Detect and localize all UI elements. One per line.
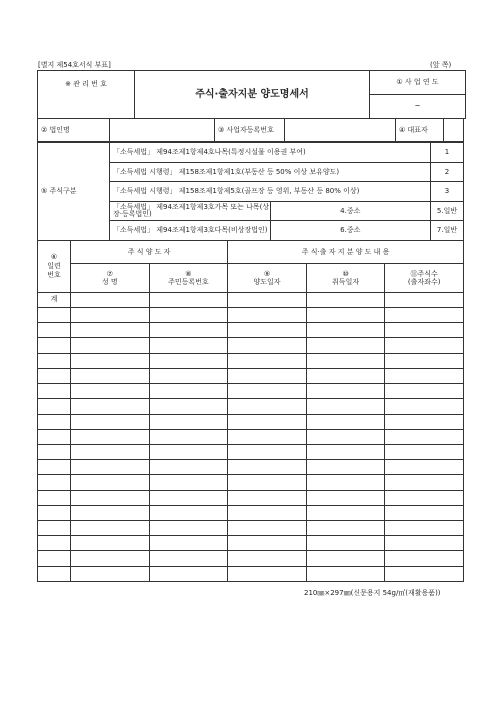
table-cell[interactable] [149,399,228,414]
table-row [38,490,464,505]
table-cell[interactable] [38,551,71,566]
biz-reg-field[interactable] [285,119,396,142]
table-cell[interactable] [149,490,228,505]
total-cell[interactable] [306,292,385,307]
table-cell[interactable] [228,429,307,444]
table-cell[interactable] [38,384,71,399]
table-cell[interactable] [149,505,228,520]
table-cell[interactable] [71,429,150,444]
stock-class-block [37,142,464,241]
table-row [38,429,464,444]
business-year-separator: ~ [414,102,421,110]
corporation-info-row [37,118,464,142]
stock-class-code-3[interactable]: 3 [431,182,464,202]
title-block [37,70,466,119]
table-cell[interactable] [38,429,71,444]
business-year-label: ① 사 업 연 도 [370,71,466,95]
table-cell[interactable] [71,566,150,581]
table-cell[interactable] [71,490,150,505]
stock-class-row-5: 「소득세법」 제94조제1항제3호다목(비상장법인) [110,221,271,241]
table-row [38,307,464,322]
table-cell[interactable] [38,460,71,475]
table-cell[interactable] [149,384,228,399]
table-cell[interactable] [306,536,385,551]
table-cell[interactable] [385,414,464,429]
serial-number-header: ⑥ 일련 번호 [38,241,71,293]
table-cell[interactable] [149,566,228,581]
table-cell[interactable] [38,399,71,414]
table-row [38,338,464,353]
paper-spec: 210㎜×297㎜(신문용지 54g/㎡(재활용품)) [304,589,441,597]
table-cell[interactable] [71,521,150,536]
name-column-header: ⑦ 성 명 [71,264,150,292]
table-cell[interactable] [385,384,464,399]
table-cell[interactable] [71,368,150,383]
table-cell[interactable] [71,536,150,551]
table-cell[interactable] [38,521,71,536]
table-cell[interactable] [306,338,385,353]
stock-class-code-6[interactable]: 6.중소 [270,221,431,241]
table-cell[interactable] [228,521,307,536]
table-row [38,399,464,414]
table-cell[interactable] [385,368,464,383]
corp-name-field[interactable] [110,119,215,142]
stock-class-label: ⑤ 주식구분 [38,143,110,241]
table-cell[interactable] [228,444,307,459]
table-cell[interactable] [71,414,150,429]
table-cell[interactable] [228,475,307,490]
table-cell[interactable] [38,475,71,490]
table-row [38,414,464,429]
table-cell[interactable] [149,414,228,429]
table-cell[interactable] [71,399,150,414]
table-cell[interactable] [228,551,307,566]
table-cell[interactable] [38,490,71,505]
table-cell[interactable] [385,475,464,490]
table-row [38,460,464,475]
table-cell[interactable] [385,521,464,536]
table-cell[interactable] [38,444,71,459]
business-year-field[interactable] [370,95,466,119]
table-row [38,521,464,536]
table-cell[interactable] [385,399,464,414]
table-cell[interactable] [71,460,150,475]
representative-label: ④ 대표자 [396,119,444,142]
table-cell[interactable] [306,368,385,383]
table-cell[interactable] [228,307,307,322]
table-row [38,505,464,520]
table-cell[interactable] [306,384,385,399]
stock-class-row-4: 「소득세법」 제94조제1항제3호가목 또는 나목(상장·등록법인) [110,202,271,221]
table-cell[interactable] [149,551,228,566]
table-cell[interactable] [306,399,385,414]
table-cell[interactable] [71,307,150,322]
table-row [38,323,464,338]
table-cell[interactable] [306,353,385,368]
table-cell[interactable] [385,566,464,581]
stock-class-code-5[interactable]: 5.일반 [431,202,464,221]
table-cell[interactable] [228,399,307,414]
table-cell[interactable] [149,536,228,551]
table-cell[interactable] [228,323,307,338]
table-cell[interactable] [228,368,307,383]
management-number-label: ※ 관 리 번 호 [65,80,107,88]
stock-class-row-3: 「소득세법 시행령」 제158조제1항제5호(골프장 등 영위, 부동산 등 80% 이상) [110,182,431,202]
table-cell[interactable] [38,353,71,368]
table-cell[interactable] [306,323,385,338]
table-cell[interactable] [149,521,228,536]
table-cell[interactable] [228,384,307,399]
table-cell[interactable] [228,505,307,520]
biz-reg-label: ③ 사업자등록번호 [215,119,285,142]
table-cell[interactable] [71,475,150,490]
table-cell[interactable] [306,475,385,490]
table-cell[interactable] [71,551,150,566]
table-cell[interactable] [228,566,307,581]
table-cell[interactable] [149,475,228,490]
table-cell[interactable] [306,551,385,566]
table-row [38,368,464,383]
table-cell[interactable] [228,338,307,353]
table-cell[interactable] [38,323,71,338]
table-cell[interactable] [38,414,71,429]
table-cell[interactable] [385,353,464,368]
corp-name-label: ② 법인명 [38,119,110,142]
table-cell[interactable] [149,338,228,353]
table-cell[interactable] [306,566,385,581]
table-cell[interactable] [228,536,307,551]
table-cell[interactable] [306,505,385,520]
transfer-date-column-header: ⑨ 양도일자 [228,264,307,292]
table-cell[interactable] [149,353,228,368]
acquisition-date-column-header: ⑩ 취득일자 [306,264,385,292]
table-cell[interactable] [149,460,228,475]
shares-column-header: ⑪주식수 (출자좌수) [385,264,464,292]
table-cell[interactable] [71,353,150,368]
table-row [38,444,464,459]
table-cell[interactable] [385,490,464,505]
table-row [38,536,464,551]
table-cell[interactable] [306,307,385,322]
table-cell[interactable] [306,414,385,429]
total-cell[interactable] [385,292,464,307]
transfer-info-header: 주 식·출 자 지 분 양 도 내 용 [228,241,464,264]
total-cell[interactable] [149,292,228,307]
table-cell[interactable] [306,460,385,475]
table-cell[interactable] [149,429,228,444]
total-label: 계 [38,292,71,307]
table-cell[interactable] [228,414,307,429]
page-side-label: (앞 쪽) [430,61,452,69]
table-cell[interactable] [38,368,71,383]
table-cell[interactable] [306,490,385,505]
form-reference: [별지 제54호서식 부표] [38,61,111,69]
table-row [38,551,464,566]
table-cell[interactable] [385,338,464,353]
table-cell[interactable] [149,368,228,383]
table-cell[interactable] [38,307,71,322]
table-cell[interactable] [38,566,71,581]
table-cell[interactable] [385,460,464,475]
table-cell[interactable] [38,536,71,551]
stock-class-code-4[interactable]: 4.중소 [270,202,431,221]
table-cell[interactable] [385,444,464,459]
transfer-detail-table [37,240,464,582]
table-cell[interactable] [385,551,464,566]
table-cell[interactable] [71,505,150,520]
table-row [38,384,464,399]
table-row [38,353,464,368]
table-row [38,475,464,490]
table-cell[interactable] [306,429,385,444]
table-cell[interactable] [71,323,150,338]
form-title: 주식·출자지분 양도명세서 [135,71,370,119]
table-cell[interactable] [228,353,307,368]
table-cell[interactable] [228,460,307,475]
stock-class-code-2[interactable]: 2 [431,163,464,182]
table-cell[interactable] [149,307,228,322]
table-cell[interactable] [149,323,228,338]
total-cell[interactable] [228,292,307,307]
rrn-column-header: ⑧ 주민등록번호 [149,264,228,292]
table-cell[interactable] [228,490,307,505]
table-cell[interactable] [71,444,150,459]
table-cell[interactable] [38,505,71,520]
table-cell[interactable] [38,338,71,353]
table-cell[interactable] [385,536,464,551]
table-row [38,566,464,581]
table-cell[interactable] [71,338,150,353]
table-cell[interactable] [385,429,464,444]
table-cell[interactable] [385,307,464,322]
stock-class-code-1[interactable]: 1 [431,143,464,163]
stock-class-code-7[interactable]: 7.일반 [431,221,464,241]
total-cell[interactable] [71,292,150,307]
table-cell[interactable] [385,323,464,338]
transferor-header: 주 식 양 도 자 [71,241,228,264]
stock-class-row-1: 「소득세법」 제94조제1항제4호나목(특정시설물 이용권 부여) [110,143,431,163]
table-cell[interactable] [71,384,150,399]
table-cell[interactable] [306,521,385,536]
table-cell[interactable] [385,505,464,520]
stock-class-row-2: 「소득세법 시행령」 제158조제1항제1호(부동산 등 50% 이상 보유양도) [110,163,431,182]
representative-field[interactable] [444,119,464,142]
table-cell[interactable] [149,444,228,459]
total-row [38,292,464,307]
table-cell[interactable] [306,444,385,459]
